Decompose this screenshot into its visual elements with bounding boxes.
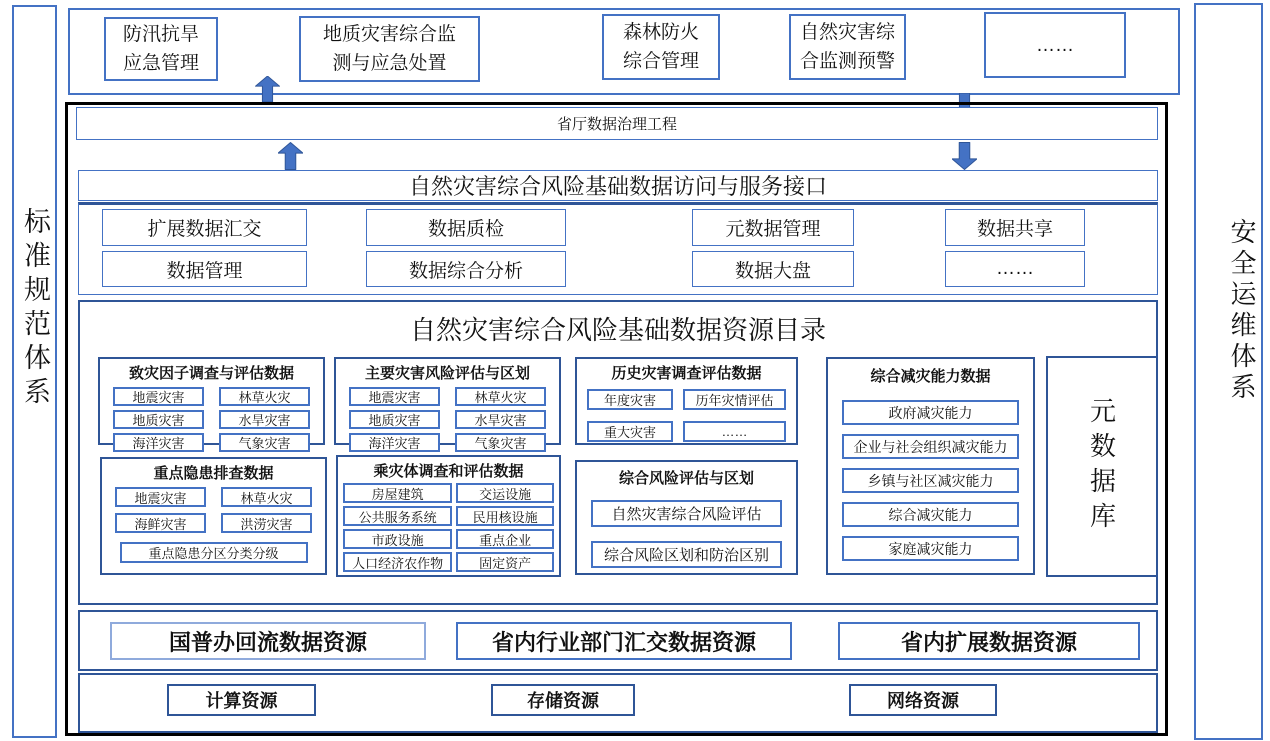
security-operations-label: 安全运维体系 xyxy=(1227,218,1257,404)
down-arrow-icon xyxy=(952,142,977,170)
app-box-geological xyxy=(299,16,480,82)
app-label-line: 自然灾害综 xyxy=(799,22,895,43)
catalog-item: 林草火灾 xyxy=(455,387,546,406)
catalog-item: 重大灾害 xyxy=(587,421,673,442)
catalog-item: 气象灾害 xyxy=(219,433,310,452)
catalog-item: 重点隐患分区分类分级 xyxy=(120,542,308,563)
group-risk-assessment-zoning xyxy=(334,357,561,451)
catalog-item: 地震灾害 xyxy=(349,387,440,406)
group-title: 致灾因子调查与评估数据 xyxy=(128,365,294,382)
app-box-flood-drought xyxy=(104,17,218,81)
catalog-item: 人口经济农作物 xyxy=(343,552,452,572)
catalog-item: 水旱灾害 xyxy=(455,410,546,429)
catalog-item: 地震灾害 xyxy=(113,387,204,406)
group-title: 乘灾体调查和评估数据 xyxy=(373,463,524,480)
catalog-item: 林草火灾 xyxy=(221,487,312,507)
app-label-line: 测与应急处置 xyxy=(332,53,447,74)
interface-bar: 自然灾害综合风险基础数据访问与服务接口 xyxy=(78,170,1158,201)
catalog-title: 自然灾害综合风险基础数据资源目录 xyxy=(409,314,826,345)
catalog-item: 地质灾害 xyxy=(113,410,204,429)
source-box-provincial-extended-data: 省内扩展数据资源 xyxy=(838,622,1140,660)
app-label-line: 综合管理 xyxy=(622,51,699,72)
right-sidebar-operations xyxy=(1194,3,1263,740)
catalog-item: 林草火灾 xyxy=(219,387,310,406)
app-label-line: 防汛抗旱 xyxy=(122,24,199,45)
catalog-item: 公共服务系统 xyxy=(343,506,452,526)
catalog-item: 重点企业 xyxy=(456,529,554,549)
catalog-item: 历年灾情评估 xyxy=(683,389,786,410)
service-box-extended-data-submission: 扩展数据汇交 xyxy=(102,209,307,246)
catalog-item: 市政设施 xyxy=(343,529,452,549)
group-historical-disaster-data xyxy=(575,357,798,445)
catalog-item: 综合减灾能力 xyxy=(842,502,1019,527)
infra-box-network-resources: 网络资源 xyxy=(849,684,997,716)
up-arrow-icon xyxy=(278,142,303,170)
app-label-line: 森林防火 xyxy=(622,22,699,43)
catalog-item: 民用核设施 xyxy=(456,506,554,526)
source-box-provincial-department-data: 省内行业部门汇交数据资源 xyxy=(456,622,792,660)
group-title: 历史灾害调查评估数据 xyxy=(611,365,762,382)
service-box-data-management: 数据管理 xyxy=(102,251,307,287)
catalog-item: 交运设施 xyxy=(456,483,554,503)
app-label-line: 地质灾害综合监 xyxy=(322,24,456,45)
service-box-metadata-management: 元数据管理 xyxy=(692,209,854,246)
service-box-data-dashboard: 数据大盘 xyxy=(692,251,854,287)
group-title: 主要灾害风险评估与区划 xyxy=(364,365,530,382)
service-box-ellipsis: …… xyxy=(945,251,1085,287)
group-title: 综合减灾能力数据 xyxy=(870,368,991,385)
app-label-line: …… xyxy=(1036,34,1074,56)
catalog-item: 地震灾害 xyxy=(115,487,206,507)
metadata-database-label: 元数据库 xyxy=(1086,396,1117,537)
catalog-item: 地质灾害 xyxy=(349,410,440,429)
catalog-item: 企业与社会组织减灾能力 xyxy=(842,434,1019,459)
catalog-item: 房屋建筑 xyxy=(343,483,452,503)
app-box-monitor-warning xyxy=(789,14,906,80)
catalog-item: 海洋灾害 xyxy=(349,433,440,452)
service-box-data-sharing: 数据共享 xyxy=(945,209,1085,246)
group-title: 综合风险评估与区划 xyxy=(618,470,754,487)
catalog-item: 自然灾害综合风险评估 xyxy=(591,500,782,527)
service-box-data-quality-check: 数据质检 xyxy=(366,209,566,246)
catalog-item: 洪涝灾害 xyxy=(221,513,312,533)
group-disaster-reduction-capability xyxy=(826,357,1035,575)
catalog-item: 固定资产 xyxy=(456,552,554,572)
infra-box-compute-resources: 计算资源 xyxy=(167,684,316,716)
app-label-line: 合监测预警 xyxy=(799,51,895,72)
standards-system-label: 标准规范体系 xyxy=(20,207,50,411)
infra-box-storage-resources: 存储资源 xyxy=(491,684,635,716)
catalog-item: 年度灾害 xyxy=(587,389,673,410)
metadata-database-box xyxy=(1046,356,1158,577)
app-label-line: 应急管理 xyxy=(122,53,199,74)
app-box-forest-fire xyxy=(602,14,720,80)
group-title: 重点隐患排查数据 xyxy=(153,465,274,482)
catalog-item: 海洋灾害 xyxy=(113,433,204,452)
source-box-national-returned-data: 国普办回流数据资源 xyxy=(110,622,426,660)
group-hidden-danger-screening xyxy=(100,457,327,575)
catalog-item: 海鲜灾害 xyxy=(115,513,206,533)
catalog-item: 综合风险区划和防治区别 xyxy=(591,541,782,568)
group-comprehensive-risk-zoning xyxy=(575,460,798,575)
catalog-item: …… xyxy=(683,421,786,442)
group-hazard-factor-survey xyxy=(98,357,325,451)
up-arrow-icon xyxy=(255,76,280,102)
group-exposure-survey-data xyxy=(336,455,561,577)
catalog-item: 水旱灾害 xyxy=(219,410,310,429)
catalog-item: 政府减灾能力 xyxy=(842,400,1019,425)
service-box-data-analysis: 数据综合分析 xyxy=(366,251,566,287)
catalog-item: 气象灾害 xyxy=(455,433,546,452)
governance-bar: 省厅数据治理工程 xyxy=(76,107,1158,140)
app-box-ellipsis xyxy=(984,12,1126,78)
catalog-item: 乡镇与社区减灾能力 xyxy=(842,468,1019,493)
left-sidebar-standards xyxy=(12,5,57,738)
catalog-item: 家庭减灾能力 xyxy=(842,536,1019,561)
